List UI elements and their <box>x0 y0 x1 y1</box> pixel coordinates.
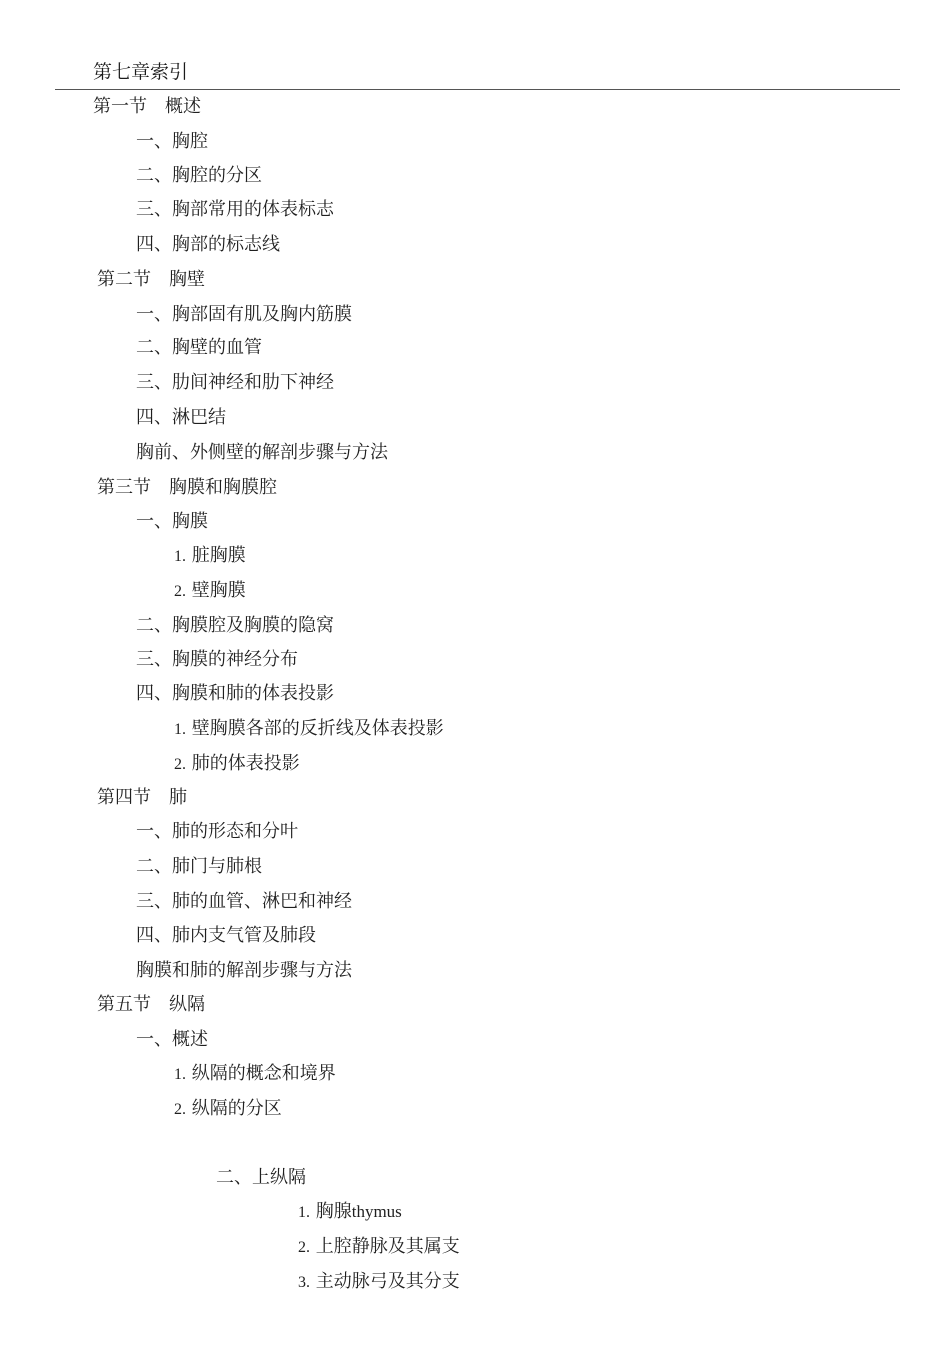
toc-item[interactable]: 一、胸部固有肌及胸内筋膜 <box>136 304 352 325</box>
section-heading[interactable]: 第一节 概述 <box>93 96 201 117</box>
section-heading[interactable]: 第五节 纵隔 <box>97 994 205 1015</box>
toc-item[interactable]: 一、胸腔 <box>136 131 208 152</box>
toc-subitem[interactable] <box>174 545 246 568</box>
toc-item[interactable]: 三、肺的血管、淋巴和神经 <box>136 891 352 912</box>
item-number: 2. <box>174 756 186 773</box>
section-heading[interactable]: 第三节 胸膜和胸膜腔 <box>97 477 277 498</box>
item-label: 纵隔的分区 <box>191 1098 282 1119</box>
item-label: 胸腺 <box>315 1201 352 1222</box>
toc-item[interactable]: 二、胸壁的血管 <box>136 337 262 358</box>
toc-item[interactable]: 二、上纵隔 <box>216 1167 306 1188</box>
item-number: 2. <box>298 1239 310 1256</box>
toc-subitem[interactable] <box>298 1236 460 1259</box>
toc-item[interactable]: 二、肺门与肺根 <box>136 856 262 877</box>
toc-item[interactable]: 三、胸部常用的体表标志 <box>136 199 334 220</box>
toc-subitem[interactable] <box>174 1098 282 1121</box>
toc-item[interactable]: 二、胸膜腔及胸膜的隐窝 <box>136 615 334 636</box>
title-divider <box>55 89 900 90</box>
item-number: 1. <box>298 1204 310 1221</box>
toc-item[interactable]: 三、肋间神经和肋下神经 <box>136 372 334 393</box>
toc-item[interactable]: 胸膜和肺的解剖步骤与方法 <box>136 960 352 981</box>
item-number: 1. <box>174 548 186 565</box>
toc-item[interactable]: 二、胸腔的分区 <box>136 165 262 186</box>
toc-subitem[interactable] <box>174 580 246 603</box>
item-label: 主动脉弓及其分支 <box>315 1271 460 1292</box>
toc-subitem[interactable] <box>174 718 444 741</box>
item-latin-term: thymus <box>351 1202 402 1221</box>
toc-item[interactable]: 四、胸部的标志线 <box>136 234 280 255</box>
toc-subitem[interactable] <box>298 1201 402 1224</box>
item-number: 3. <box>298 1274 310 1291</box>
toc-item[interactable]: 三、胸膜的神经分布 <box>136 649 298 670</box>
item-number: 1. <box>174 721 186 738</box>
item-number: 2. <box>174 583 186 600</box>
toc-item[interactable]: 一、胸膜 <box>136 511 208 532</box>
toc-subitem[interactable] <box>298 1271 460 1294</box>
item-label: 脏胸膜 <box>191 545 246 566</box>
item-label: 纵隔的概念和境界 <box>191 1063 336 1084</box>
toc-subitem[interactable] <box>174 753 300 776</box>
item-label: 壁胸膜 <box>191 580 246 601</box>
item-label: 上腔静脉及其属支 <box>315 1236 460 1257</box>
toc-item[interactable]: 四、肺内支气管及肺段 <box>136 925 316 946</box>
toc-item[interactable]: 四、胸膜和肺的体表投影 <box>136 683 334 704</box>
section-heading[interactable]: 第四节 肺 <box>97 787 187 808</box>
toc-subitem[interactable] <box>174 1063 336 1086</box>
page-title: 第七章索引 <box>93 61 189 83</box>
item-number: 2. <box>174 1101 186 1118</box>
section-heading[interactable]: 第二节 胸壁 <box>97 269 205 290</box>
item-label: 壁胸膜各部的反折线及体表投影 <box>191 718 444 739</box>
item-label: 肺的体表投影 <box>191 753 300 774</box>
toc-item[interactable]: 四、淋巴结 <box>136 407 226 428</box>
toc-item[interactable]: 一、肺的形态和分叶 <box>136 821 298 842</box>
toc-item[interactable]: 胸前、外侧壁的解剖步骤与方法 <box>136 442 388 463</box>
item-number: 1. <box>174 1066 186 1083</box>
toc-item[interactable]: 一、概述 <box>136 1029 208 1050</box>
